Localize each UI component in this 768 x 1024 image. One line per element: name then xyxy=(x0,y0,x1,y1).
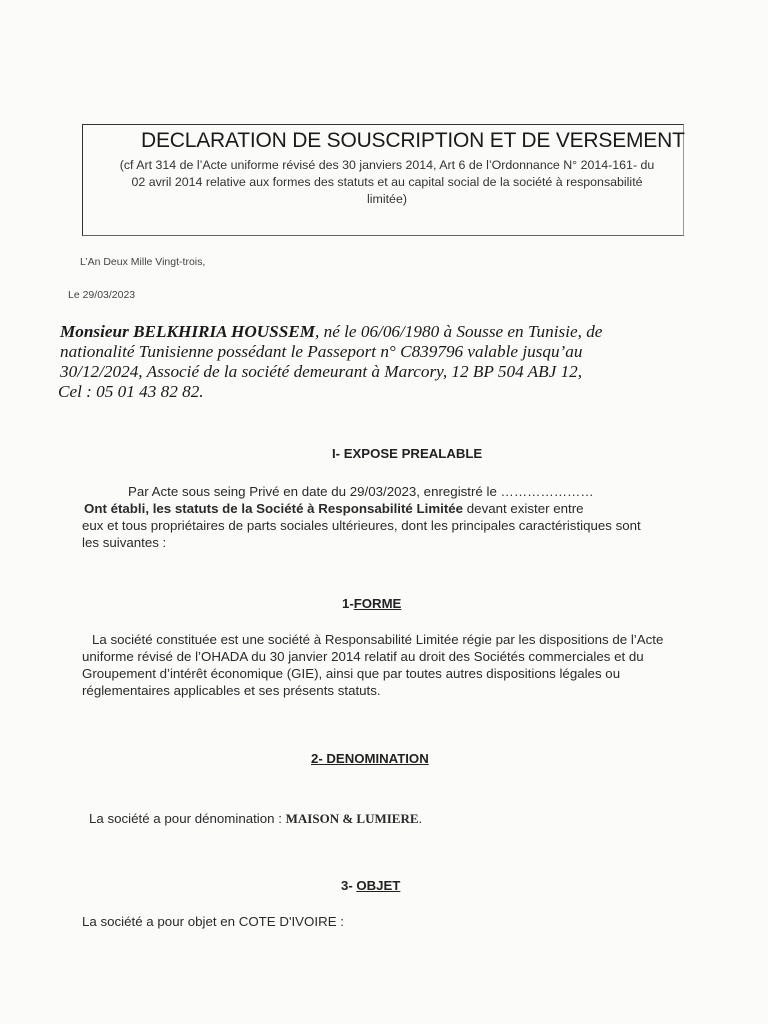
subtitle-line-2: 02 avril 2014 relative aux formes des statuts et au capital social de la société à responsabilité xyxy=(131,175,643,189)
associate-line-2: nationalité Tunisienne possédant le Passeport n° C839796 valable jusqu’au xyxy=(60,342,583,361)
denomination-paragraph xyxy=(89,810,422,827)
associate-name: Monsieur BELKHIRIA HOUSSEM xyxy=(60,322,316,341)
document-subtitle xyxy=(97,157,677,208)
title-box xyxy=(82,124,684,236)
subtitle-line-1: (cf Art 314 de l’Acte uniforme révisé des 30 janviers 2014, Art 6 de l’Ordonnance N° 2014-161- du xyxy=(119,158,655,172)
associate-identity xyxy=(60,322,710,402)
objet-text: La société a pour objet en COTE D'IVOIRE : xyxy=(82,914,344,929)
expose-line-4: les suivantes : xyxy=(82,535,167,550)
expose-line-1: Par Acte sous seing Privé en date du 29/03/2023, enregistré le ………………… xyxy=(128,484,594,499)
subtitle-line-3: limitée) xyxy=(367,192,407,206)
expose-line-2: devant exister entre xyxy=(463,501,584,516)
year-line: L’An Deux Mille Vingt-trois, xyxy=(80,256,206,268)
associate-line-1: , né le 06/06/1980 à Sousse en Tunisie, de xyxy=(315,322,603,341)
objet-number: 3- xyxy=(341,878,357,893)
forme-line-3: Groupement d’intérêt économique (GIE), ainsi que par toutes autres dispositions légales ou xyxy=(82,666,621,681)
section-heading-denomination xyxy=(311,751,429,766)
company-name: MAISON & LUMIERE xyxy=(285,811,419,826)
objet-label: OBJET xyxy=(356,878,401,893)
forme-paragraph xyxy=(82,631,700,699)
forme-line-1: La société constituée est une société à Responsabilité Limitée régie par les dispositions de l’Acte xyxy=(92,632,664,647)
denomination-label: - DENOMINATION xyxy=(318,751,429,766)
associate-line-3: 30/12/2024, Associé de la société demeurant à Marcory, 12 BP 504 ABJ 12, xyxy=(60,362,583,381)
forme-line-2: uniforme révisé de l’OHADA du 30 janvier 2014 relatif au droit des Sociétés commerciales et du xyxy=(82,649,644,664)
denomination-text: La société a pour dénomination : xyxy=(89,811,286,826)
associate-phone: Cel : 05 01 43 82 82. xyxy=(58,382,204,401)
expose-line-3: eux et tous propriétaires de parts sociales ultérieures, dont les principales caractéristiques sont xyxy=(82,518,641,533)
denomination-number: 2 xyxy=(311,751,319,766)
section-heading-expose: I- EXPOSE PREALABLE xyxy=(332,446,483,461)
date-line: Le 29/03/2023 xyxy=(68,289,136,301)
section-heading-objet xyxy=(341,878,400,893)
forme-line-4: réglementaires applicables et ses présents statuts. xyxy=(82,683,381,698)
denomination-suffix: . xyxy=(418,811,423,826)
section-heading-forme xyxy=(342,596,401,611)
expose-paragraph xyxy=(82,483,702,551)
forme-number: 1- xyxy=(342,596,354,611)
forme-label: FORME xyxy=(353,596,402,611)
expose-bold-statement: Ont établi, les statuts de la Société à Responsabilité Limitée xyxy=(84,501,464,516)
document-title: DECLARATION DE SOUSCRIPTION ET DE VERSEMENT xyxy=(141,129,685,152)
